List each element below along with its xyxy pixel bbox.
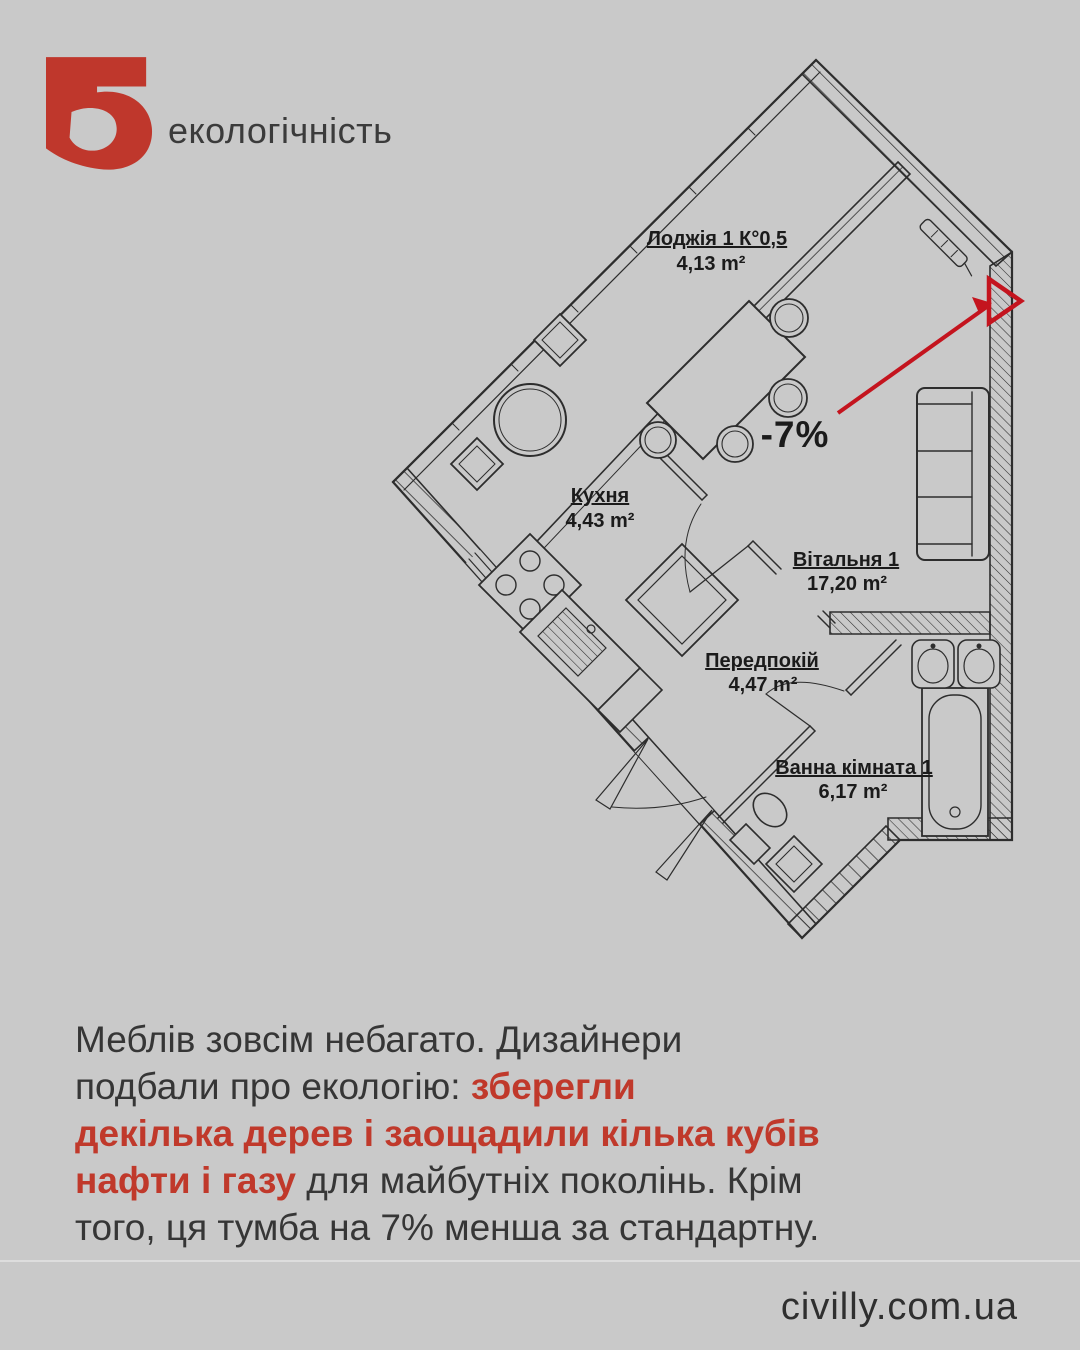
caption-line: подбали про екологію: зберегли [75,1066,636,1107]
caption-line: того, ця тумба на 7% менша за стандартну. [75,1207,820,1248]
room-label-bath: Ванна кімната 1 [775,757,933,779]
caption-line: декілька дерев і заощадили кілька кубів [75,1113,820,1154]
website-url: civilly.com.ua [780,1286,1018,1328]
room-label-living: Вітальня 1 [792,549,900,571]
discount-label: -7% [760,414,830,455]
room-area-loggia: 4,13 m² [676,253,746,275]
loggia-chair [451,438,503,490]
dining-chair [770,299,808,337]
room-area-hall: 4,47 m² [728,674,798,696]
post-title: екологічність [168,110,393,151]
room-area-bath: 6,17 m² [818,781,888,803]
loggia-chair [534,314,586,366]
caption-line: нафти і газу для майбутніх поколінь. Крім [75,1160,803,1201]
entrance-opening [634,738,714,824]
double-sink [912,640,1000,688]
caption-text [75,1016,1025,1251]
loggia-table [494,384,566,456]
room-label-loggia: Лоджія 1 К°0,5 [646,228,788,250]
dining-chair [717,426,753,462]
plan-drawing [393,60,1012,938]
sofa [917,388,989,560]
room-label-kitchen: Кухня [570,485,630,507]
footer-divider [0,1260,1080,1262]
room-area-kitchen: 4,43 m² [565,510,635,532]
dining-chair [640,422,676,458]
fridge-cabinet [626,544,738,656]
caption-line: Меблів зовсім небагато. Дизайнери [75,1019,683,1060]
dining-chair [769,379,807,417]
room-label-hall: Передпокій [705,650,819,672]
room-area-living: 17,20 m² [806,573,888,595]
loggia-glazing [393,60,820,490]
